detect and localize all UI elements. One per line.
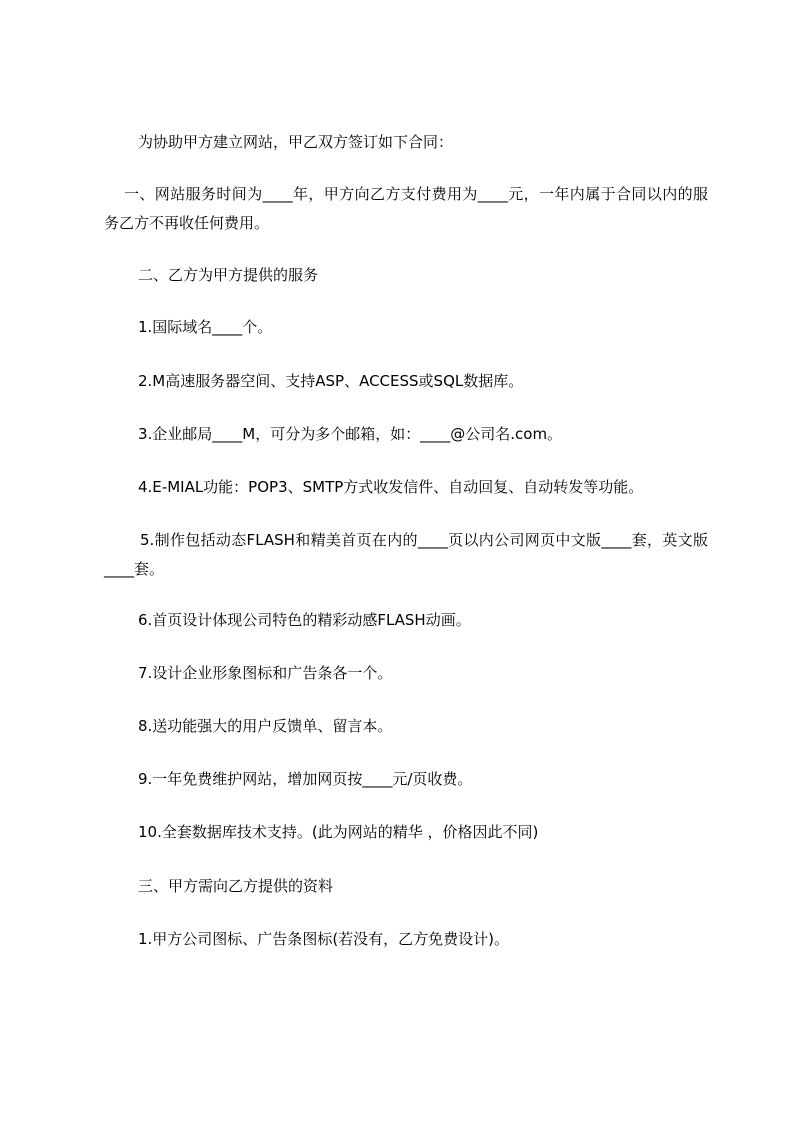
- service-item-6: 6.首页设计体现公司特色的精彩动感FLASH动画。: [138, 611, 471, 629]
- section-2-heading: 二、乙方为甲方提供的服务: [138, 266, 319, 284]
- service-item-3: 3.企业邮局____M，可分为多个邮箱，如：____@公司名.com。: [138, 425, 563, 443]
- material-item-1: 1.甲方公司图标、广告条图标(若没有，乙方免费设计)。: [138, 930, 510, 948]
- service-item-4: 4.E-MIAL功能：POP3、SMTP方式收发信件、自动回复、自动转发等功能。: [138, 478, 644, 496]
- service-item-1: 1.国际域名____个。: [138, 318, 273, 336]
- service-item-9: 9.一年免费维护网站，增加网页按____元/页收费。: [138, 770, 473, 788]
- section-3-heading: 三、甲方需向乙方提供的资料: [138, 877, 334, 895]
- service-item-8: 8.送功能强大的用户反馈单、留言本。: [138, 717, 393, 735]
- service-item-7: 7.设计企业形象图标和广告条各一个。: [138, 664, 393, 682]
- service-item-5: 5.制作包括动态FLASH和精美首页在内的____页以内公司网页中文版____套，英文版____套。: [104, 531, 708, 578]
- service-item-2: 2.M高速服务器空间、支持ASP、ACCESS或SQL数据库。: [138, 372, 524, 390]
- section-1-paragraph: 一、网站服务时间为____年，甲方向乙方支付费用为____元，一年内属于合同以内的服务乙方不再收任何费用。: [104, 185, 708, 232]
- service-item-10: 10.全套数据库技术支持。(此为网站的精华 ，价格因此不同): [138, 823, 539, 841]
- contract-intro: 为协助甲方建立网站，甲乙双方签订如下合同：: [138, 133, 454, 151]
